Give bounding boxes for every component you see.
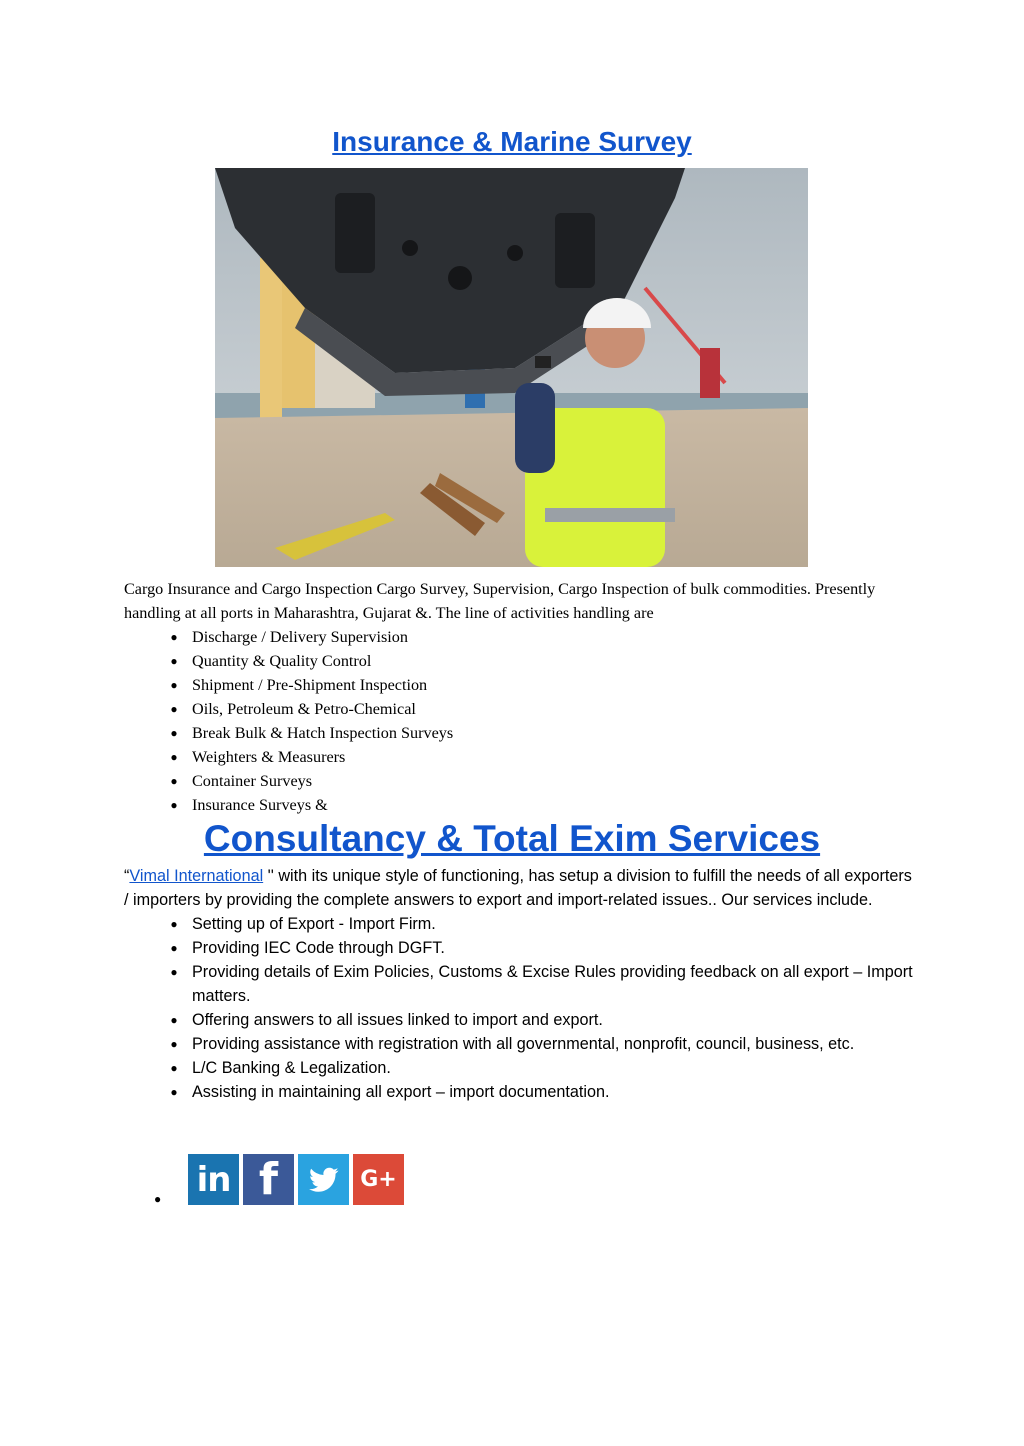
exim-services-body: [124, 864, 914, 1104]
bullet-icon: ●: [170, 941, 178, 955]
bullet-icon: ●: [170, 630, 178, 644]
list-item: ● Providing IEC Code through DGFT.: [124, 936, 914, 960]
bullet-icon: ●: [170, 702, 178, 716]
list-item: ● Quantity & Quality Control: [124, 649, 924, 673]
list-item: ● Break Bulk & Hatch Inspection Surveys: [124, 721, 924, 745]
social-links: [124, 1154, 524, 1214]
bullet-icon: ●: [170, 1061, 178, 1075]
marine-survey-intro: Cargo Insurance and Cargo Inspection Cargo Survey, Supervision, Cargo Inspection of bulk commodities. Presently handling at all ports in Maharashtra, Gujarat &. The line of activities handling are: [124, 580, 876, 622]
list-item: ● Providing assistance with registration with all governmental, nonprofit, council, business, etc.: [124, 1032, 914, 1056]
list-item: ● Providing details of Exim Policies, Customs & Excise Rules providing feedback on all export – Import matters.: [124, 960, 914, 1008]
bullet-icon: ●: [170, 678, 178, 692]
ship-inspection-photo: [215, 168, 808, 567]
list-item: ● Weighters & Measurers: [124, 745, 924, 769]
bullet-icon: ●: [170, 917, 178, 931]
list-item: ● L/C Banking & Legalization.: [124, 1056, 914, 1080]
bullet-icon: ●: [170, 750, 178, 764]
bullet-icon: ●: [170, 798, 178, 812]
bullet-icon: ●: [170, 1013, 178, 1027]
section-title-marine-survey[interactable]: Insurance & Marine Survey: [332, 126, 692, 157]
google-plus-icon[interactable]: G+: [353, 1154, 404, 1205]
twitter-icon[interactable]: [298, 1154, 349, 1205]
bullet-icon: ●: [170, 965, 178, 979]
twitter-bird-icon: [309, 1167, 339, 1193]
bullet-icon: ●: [170, 726, 178, 740]
marine-survey-body: [124, 577, 924, 817]
list-item: ● Container Surveys: [124, 769, 924, 793]
bullet-icon: ●: [170, 774, 178, 788]
marine-survey-activity-list: [124, 625, 924, 817]
list-item: ● Insurance Surveys &: [124, 793, 924, 817]
vimal-international-link[interactable]: Vimal International: [129, 867, 264, 885]
list-item: ● Shipment / Pre-Shipment Inspection: [124, 673, 924, 697]
list-item: ● Setting up of Export - Import Firm.: [124, 912, 914, 936]
section-title-exim-services[interactable]: Consultancy & Total Exim Services: [203, 818, 821, 859]
bullet-icon: ●: [170, 654, 178, 668]
list-item: ● Discharge / Delivery Supervision: [124, 625, 924, 649]
linkedin-icon[interactable]: in: [188, 1154, 239, 1205]
exim-services-list: [124, 912, 914, 1104]
list-item: ● Oils, Petroleum & Petro-Chemical: [124, 697, 924, 721]
bullet-icon: ●: [170, 1085, 178, 1099]
list-item: ● Assisting in maintaining all export – import documentation.: [124, 1080, 914, 1104]
facebook-icon[interactable]: f: [243, 1154, 294, 1205]
list-item: ● Offering answers to all issues linked to import and export.: [124, 1008, 914, 1032]
exim-services-intro: “Vimal International '' with its unique style of functioning, has setup a division to fulfill the needs of all exporters / importers by providing the complete answers to export and import-related issues.. Our services include.: [124, 867, 912, 909]
bullet-icon: ●: [154, 1192, 162, 1206]
bullet-icon: ●: [170, 1037, 178, 1051]
